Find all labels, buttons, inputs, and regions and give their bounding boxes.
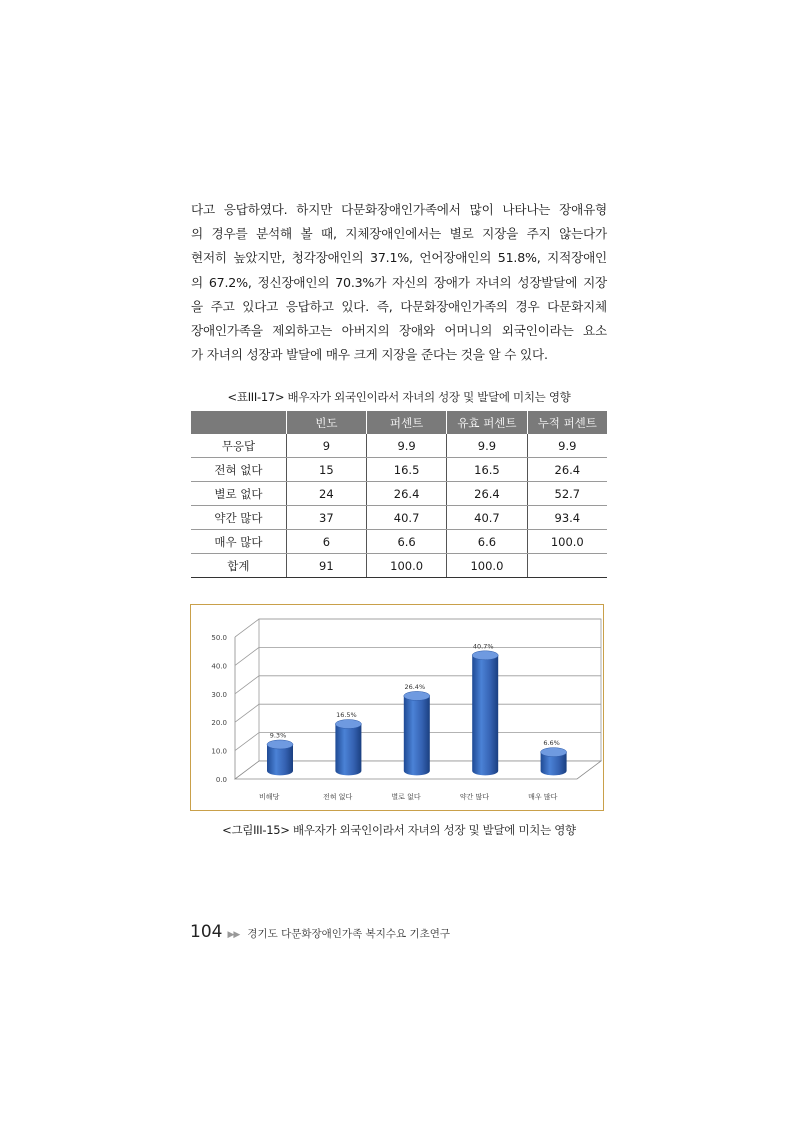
- frequency-table: [191, 411, 607, 578]
- table-header-row: [191, 411, 607, 434]
- data-label: 16.5%: [336, 711, 357, 720]
- table-row: [191, 482, 607, 506]
- data-label: 26.4%: [404, 682, 426, 691]
- table-caption: <표III-17> 배우자가 외국인이라서 자녀의 성장 및 발달에 미치는 영향: [227, 390, 571, 404]
- x-tick-label: 별로 없다: [391, 793, 421, 801]
- cell-frequency: 24: [286, 482, 366, 506]
- bar-top: [404, 691, 430, 700]
- body-line: 현저히 높았지만, 청각장애인의 37.1%, 언어장애인의 51.8%, 지적장애인: [191, 250, 607, 266]
- cell-frequency: 6: [286, 530, 366, 554]
- cell-percent: 6.6: [366, 530, 446, 554]
- body-line: 다고 응답하였다. 하지만 다문화장애인가족에서 많이 나타나는 장애유형: [191, 202, 607, 217]
- body-line: 을 주고 있다고 응답하고 있다. 즉, 다문화장애인가족의 경우 다문화지체: [191, 298, 607, 314]
- bar: [472, 655, 498, 775]
- cell-percent: 100.0: [366, 554, 446, 578]
- x-tick-label: 전혀 없다: [322, 793, 353, 801]
- table-row: [191, 506, 607, 530]
- y-tick-label: 0.0: [215, 776, 227, 784]
- table-header-percent: 퍼센트: [366, 411, 446, 434]
- bar: [404, 696, 430, 775]
- cell-frequency: 37: [286, 506, 366, 530]
- cell-percent: 40.7: [366, 506, 446, 530]
- body-line: 장애인가족을 제외하고는 아버지의 장애와 어머니의 외국인이라는 요소: [191, 323, 607, 339]
- data-label: 40.7%: [472, 642, 494, 651]
- row-label: 무응답: [191, 434, 286, 458]
- body-line: 가 자녀의 성장과 발달에 매우 크게 지장을 준다는 것을 알 수 있다.: [191, 347, 548, 363]
- table-header-frequency: 빈도: [286, 411, 366, 434]
- cell-cumulative-percent: 100.0: [527, 530, 607, 554]
- y-tick-label: 20.0: [211, 719, 227, 728]
- figure-caption: <그림III-15> 배우자가 외국인이라서 자녀의 성장 및 발달에 미치는 영향: [222, 823, 576, 837]
- cell-cumulative-percent: 52.7: [527, 482, 607, 506]
- body-line: 의 67.2%, 정신장애인의 70.3%가 자신의 장애가 자녀의 성장발달에 지장: [191, 274, 607, 290]
- cell-cumulative-percent: 26.4: [527, 458, 607, 482]
- cell-valid-percent: 40.7: [447, 506, 527, 530]
- body-paragraph: [191, 198, 607, 367]
- cell-cumulative-percent: [527, 554, 607, 578]
- page-number: 104: [190, 922, 223, 942]
- cell-frequency: 9: [286, 434, 366, 458]
- table-header-valid-percent: 유효 퍼센트: [447, 411, 527, 434]
- page-footer: [190, 922, 450, 946]
- x-tick-label: 매우 많다: [528, 793, 558, 801]
- y-tick-label: 50.0: [211, 634, 227, 642]
- bar-chart: [191, 605, 602, 809]
- row-label: 매우 많다: [191, 530, 286, 554]
- cell-cumulative-percent: 9.9: [527, 434, 607, 458]
- cell-percent: 9.9: [366, 434, 446, 458]
- bar-top: [541, 748, 567, 757]
- table-row: [191, 530, 607, 554]
- y-tick-label: 40.0: [211, 662, 227, 671]
- row-label: 전혀 없다: [191, 458, 286, 482]
- cell-percent: 16.5: [366, 458, 446, 482]
- table-row: [191, 434, 607, 458]
- cell-valid-percent: 26.4: [447, 482, 527, 506]
- data-label: 6.6%: [543, 739, 560, 748]
- bar-top: [472, 651, 498, 660]
- cell-valid-percent: 100.0: [447, 554, 527, 578]
- footer-arrows-icon: ▶▶: [227, 930, 240, 940]
- cell-frequency: 15: [286, 458, 366, 482]
- cell-valid-percent: 6.6: [447, 530, 527, 554]
- cell-percent: 26.4: [366, 482, 446, 506]
- cell-cumulative-percent: 93.4: [527, 506, 607, 530]
- footer-book-title: 경기도 다문화장애인가족 복지수요 기초연구: [247, 928, 451, 940]
- table-header-blank: [191, 411, 286, 434]
- bar: [335, 724, 361, 775]
- row-label: 합계: [191, 554, 286, 578]
- bar-top: [335, 720, 361, 729]
- table-header-cumulative-percent: 누적 퍼센트: [527, 411, 607, 434]
- cell-valid-percent: 9.9: [447, 434, 527, 458]
- table-row: [191, 458, 607, 482]
- row-label: 약간 많다: [191, 506, 286, 530]
- body-line: 의 경우를 분석해 볼 때, 지체장애인에서는 별로 지장을 주지 않는다가: [191, 226, 607, 242]
- bar-top: [267, 740, 293, 749]
- cell-valid-percent: 16.5: [447, 458, 527, 482]
- row-label: 별로 없다: [191, 482, 286, 506]
- cell-frequency: 91: [286, 554, 366, 578]
- y-tick-label: 30.0: [211, 690, 227, 699]
- x-tick-label: 약간 많다: [459, 793, 490, 801]
- data-label: 9.3%: [269, 731, 287, 740]
- table-row-total: [191, 554, 607, 578]
- x-tick-label: 비해당: [259, 793, 280, 801]
- y-tick-label: 10.0: [211, 747, 227, 756]
- bar-chart-frame: [190, 604, 604, 811]
